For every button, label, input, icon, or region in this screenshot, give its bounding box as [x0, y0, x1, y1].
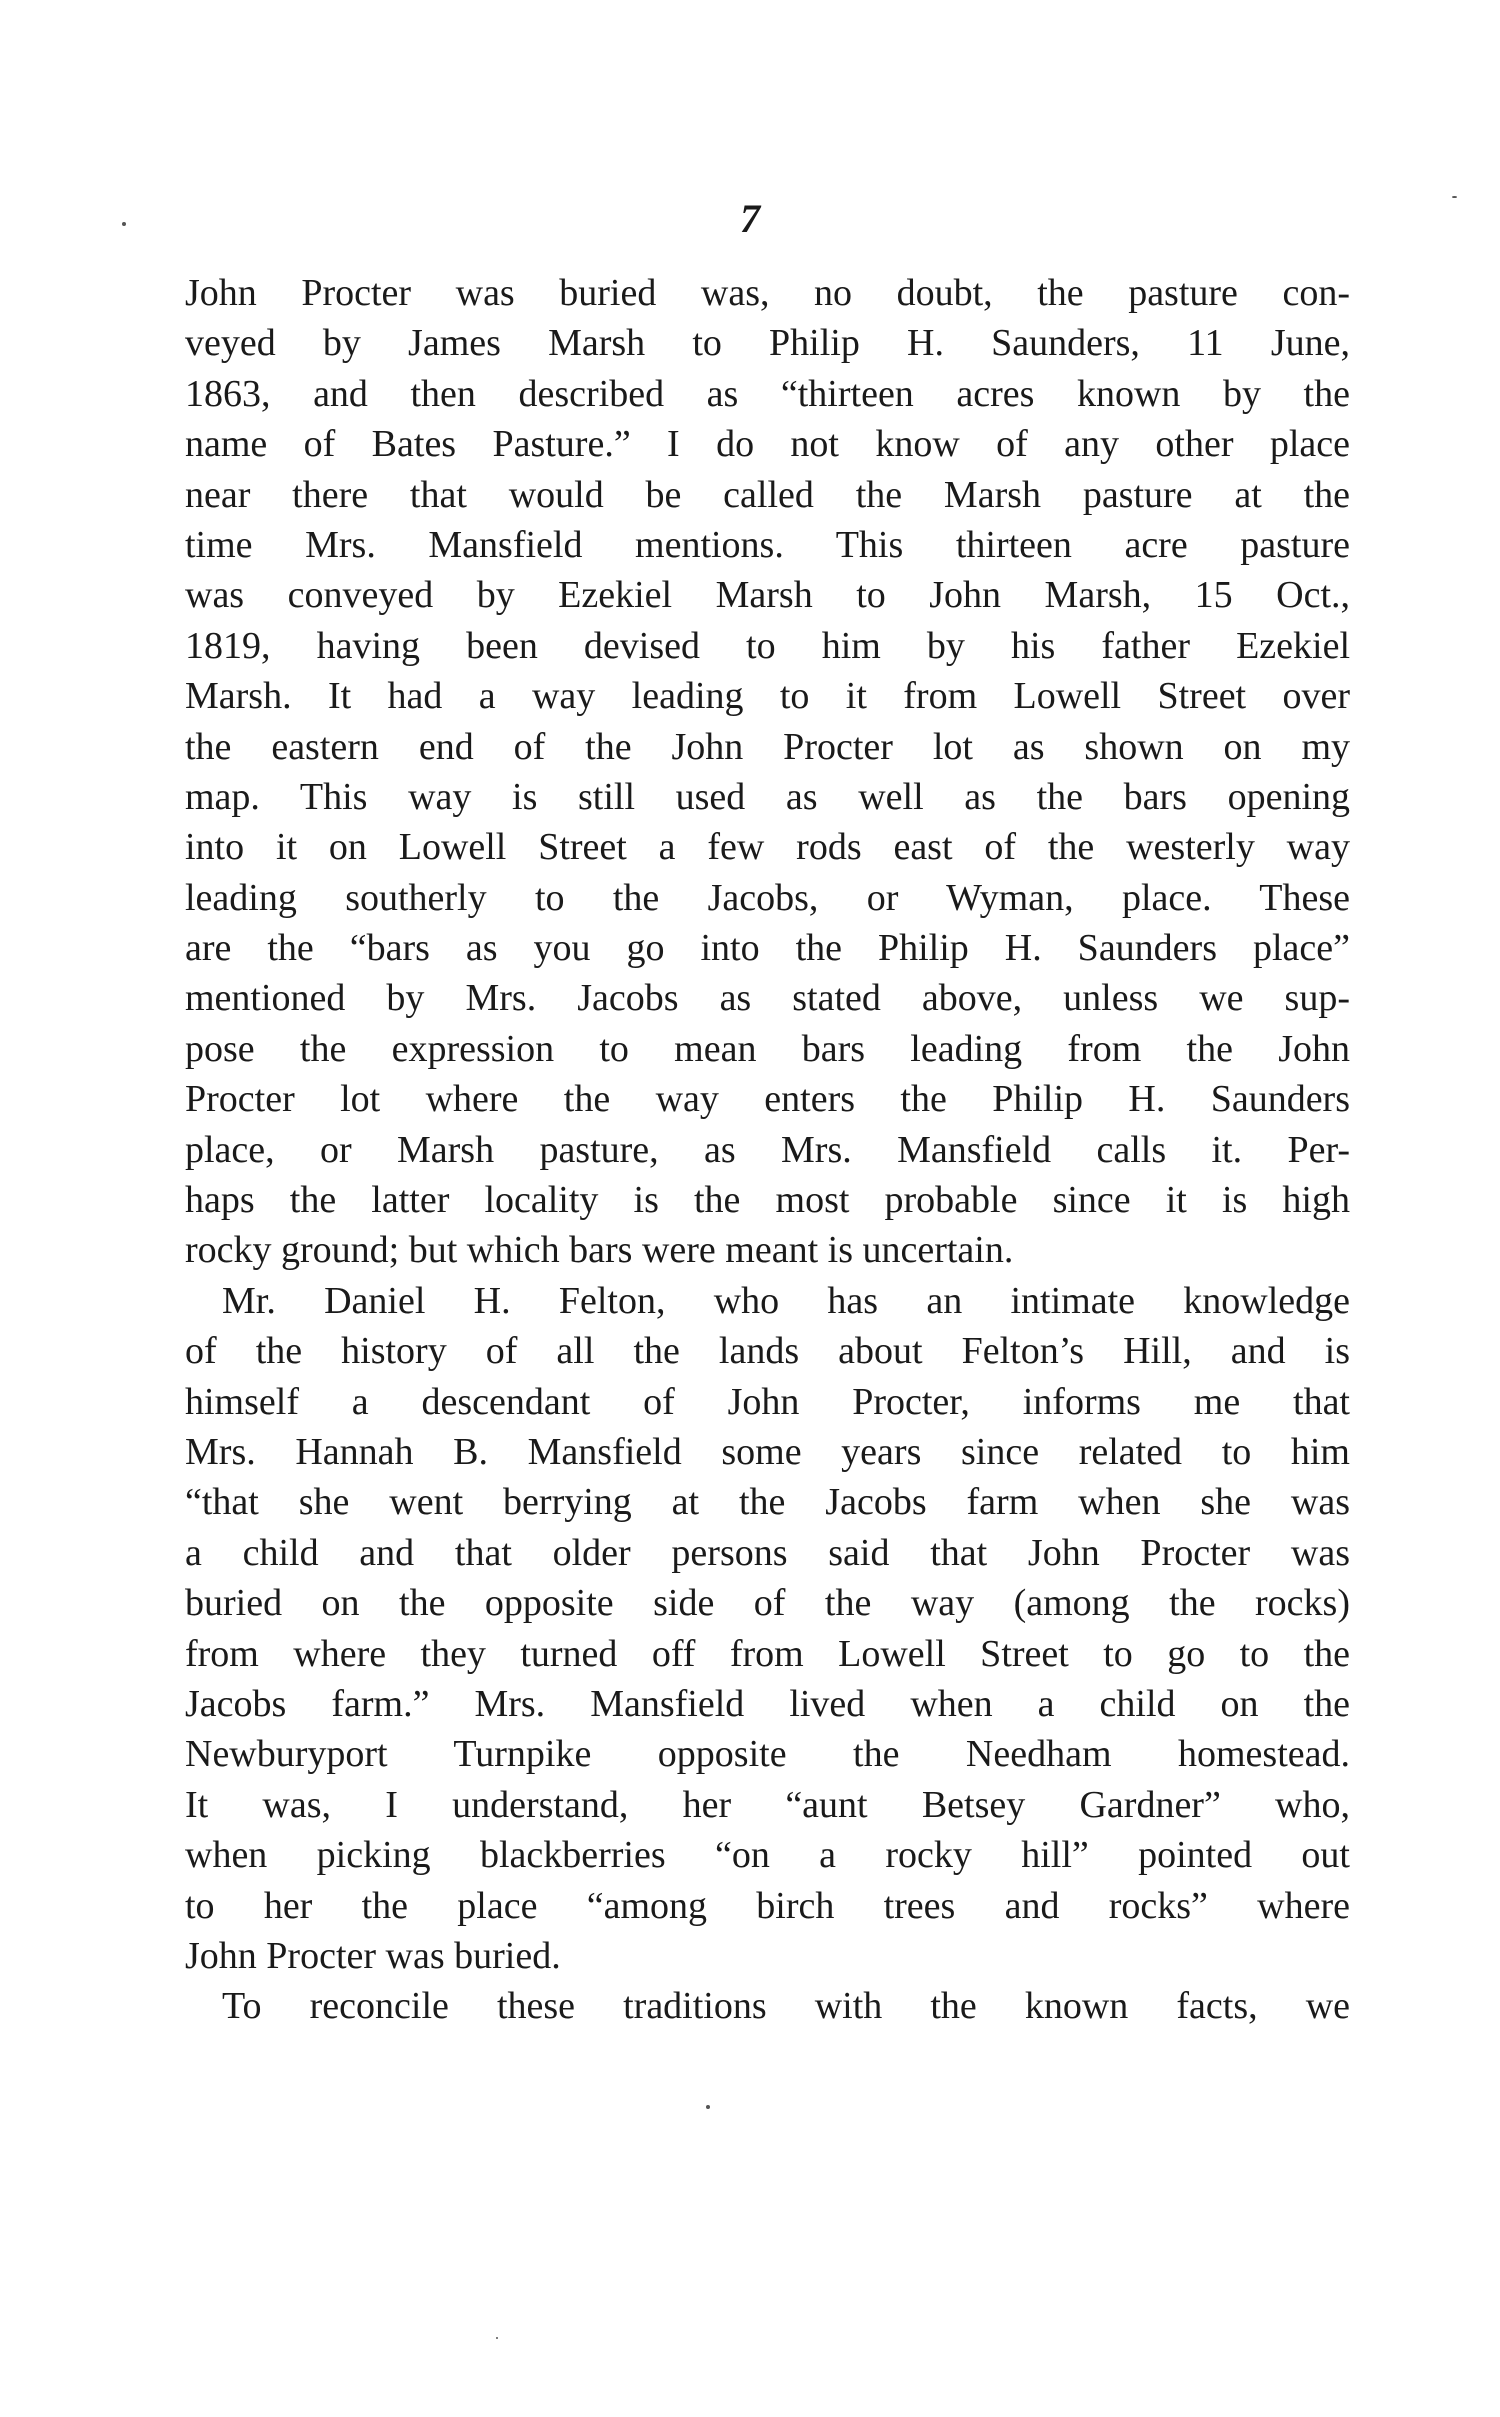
text-line: It was, I understand, her “aunt Betsey Gardner” who, — [185, 1783, 1350, 1826]
text-line: 1863, and then described as “thirteen acres known by the — [185, 372, 1350, 415]
text-line: mentioned by Mrs. Jacobs as stated above, unless we sup- — [185, 977, 1350, 1020]
text-line: to her the place “among birch trees and rocks” where — [185, 1884, 1350, 1927]
text-line: Newburyport Turnpike opposite the Needham homestead. — [185, 1733, 1350, 1776]
text-line: himself a descendant of John Procter, informs me that — [185, 1380, 1350, 1423]
text-line: name of Bates Pasture.” I do not know of any other place — [185, 423, 1350, 466]
text-line: from where they turned off from Lowell Street to go to the — [185, 1632, 1350, 1675]
text-line: time Mrs. Mansfield mentions. This thirteen acre pasture — [185, 523, 1350, 566]
text-line: buried on the opposite side of the way (among the rocks) — [185, 1582, 1350, 1625]
text-line: Procter lot where the way enters the Philip H. Saunders — [185, 1078, 1350, 1121]
text-line: a child and that older persons said that John Procter was — [185, 1531, 1350, 1574]
text-line: map. This way is still used as well as the bars opening — [185, 775, 1350, 818]
scan-speck — [122, 222, 126, 226]
text-line: Marsh. It had a way leading to it from Lowell Street over — [185, 675, 1350, 718]
paragraph — [185, 1276, 1350, 1981]
text-line: Mr. Daniel H. Felton, who has an intimate knowledge — [222, 1279, 1350, 1322]
page-number: 7 — [740, 196, 760, 241]
text-line: are the “bars as you go into the Philip H. Saunders place” — [185, 927, 1350, 970]
text-line: John Procter was buried was, no doubt, the pasture con- — [185, 272, 1350, 314]
paragraph — [185, 268, 1350, 1276]
body-text — [185, 268, 1350, 2032]
text-line: into it on Lowell Street a few rods east of the westerly way — [185, 826, 1350, 869]
text-line: rocky ground; but which bars were meant is uncertain. — [185, 1229, 1014, 1272]
scan-speck — [706, 2105, 710, 2109]
text-line: haps the latter locality is the most probable since it is high — [185, 1179, 1350, 1222]
text-line: was conveyed by Ezekiel Marsh to John Marsh, 15 Oct., — [185, 574, 1350, 617]
paragraph — [185, 1981, 1350, 2031]
text-line: of the history of all the lands about Felton’s Hill, and is — [185, 1330, 1350, 1373]
text-line: the eastern end of the John Procter lot as shown on my — [185, 725, 1350, 768]
text-line: John Procter was buried. — [185, 1934, 561, 1977]
text-line: leading southerly to the Jacobs, or Wyman, place. These — [185, 876, 1350, 919]
scan-speck — [1452, 196, 1457, 198]
text-line: near there that would be called the Marsh pasture at the — [185, 473, 1350, 516]
text-line: when picking blackberries “on a rocky hill” pointed out — [185, 1834, 1350, 1877]
text-line: 1819, having been devised to him by his father Ezekiel — [185, 624, 1350, 667]
scan-speck — [496, 2337, 498, 2339]
text-line: Jacobs farm.” Mrs. Mansfield lived when a child on the — [185, 1682, 1350, 1725]
text-line: veyed by James Marsh to Philip H. Saunders, 11 June, — [185, 322, 1350, 365]
text-line: Mrs. Hannah B. Mansfield some years since related to him — [185, 1430, 1350, 1473]
text-line: pose the expression to mean bars leading from the John — [185, 1027, 1350, 1070]
text-line: To reconcile these traditions with the known facts, we — [222, 1985, 1350, 2028]
text-line: “that she went berrying at the Jacobs farm when she was — [185, 1481, 1350, 1524]
text-line: place, or Marsh pasture, as Mrs. Mansfield calls it. Per- — [185, 1128, 1350, 1171]
